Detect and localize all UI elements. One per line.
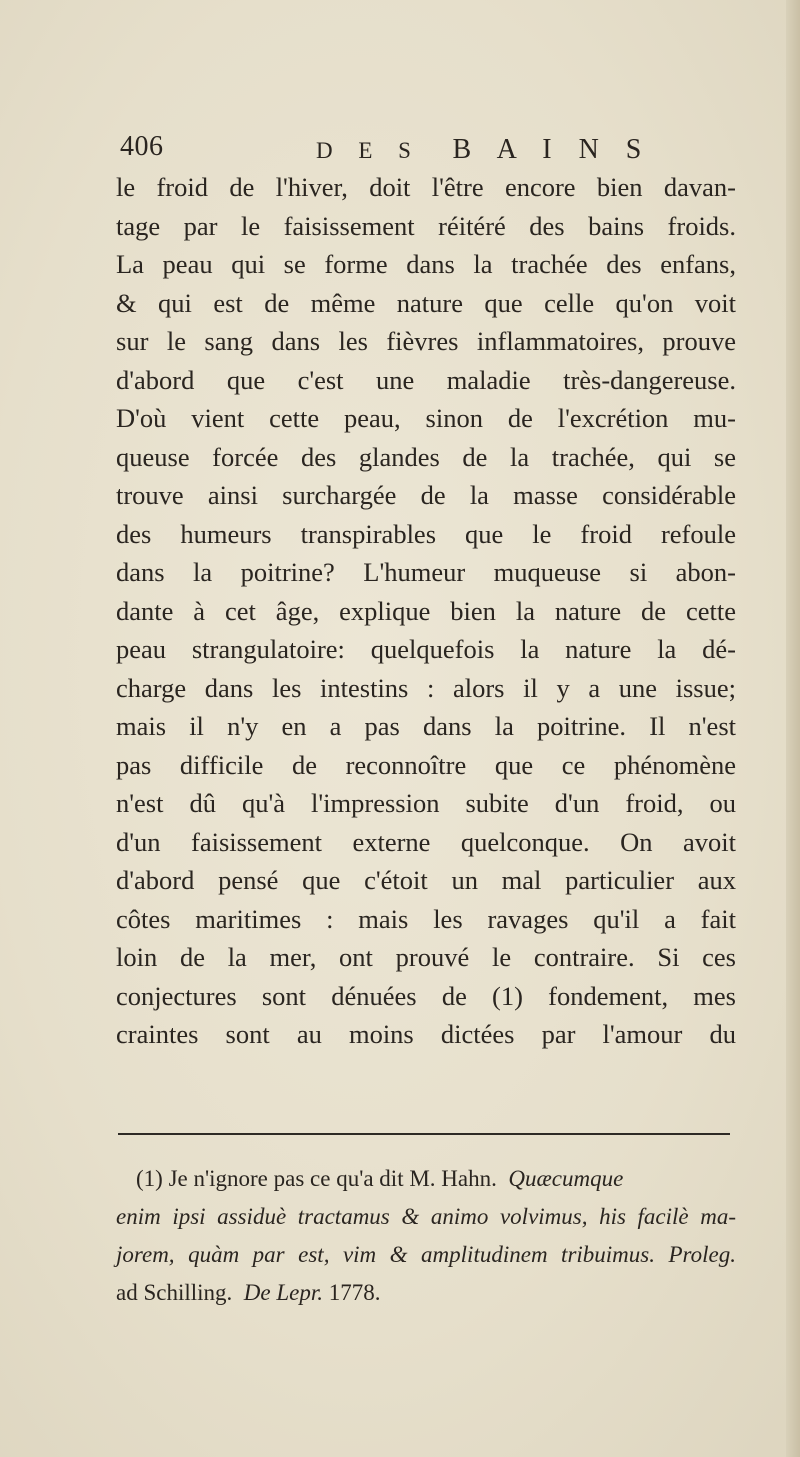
footnote-text: (1) Je n'ignore pas ce qu'a dit M. Hahn. — [136, 1166, 497, 1191]
text-line: n'est dû qu'à l'impression subite d'un froid, ou — [116, 788, 736, 818]
running-head — [316, 134, 651, 166]
footnote-year: 1778. — [328, 1280, 381, 1305]
text-line: dante à cet âge, explique bien la nature de cette — [116, 595, 736, 626]
footnote-reference: De Lepr. — [243, 1280, 324, 1305]
text-line: charge dans les intestins : alors il y a une issue; — [116, 672, 736, 703]
footnote-line: enim ipsi assiduè tractamus & animo volvimus, his facilè ma- — [116, 1204, 736, 1229]
running-head-first: D E S — [316, 138, 421, 163]
text-line: pas difficile de reconnoître que ce phénomène — [116, 749, 736, 780]
text-line: le froid de l'hiver, doit l'être encore bien davan- — [116, 172, 736, 202]
footnote — [116, 1160, 736, 1312]
text-line: D'où vient cette peau, sinon de l'excrétion mu- — [116, 403, 736, 433]
text-line: mais il n'y en a pas dans la poitrine. Il n'est — [116, 711, 736, 741]
text-line: queuse forcée des glandes de la trachée, qui se — [116, 441, 736, 472]
footnote-line — [116, 1274, 736, 1312]
text-line: trouve ainsi surchargée de la masse considérable — [116, 480, 736, 510]
text-line: d'abord pensé que c'étoit un mal particulier aux — [116, 865, 736, 895]
footnote-line: jorem, quàm par est, vim & amplitudinem tribuimus. Proleg. — [116, 1242, 736, 1267]
page-number: 406 — [120, 131, 164, 162]
text-line: peau strangulatoire: quelquefois la nature la dé- — [116, 634, 736, 664]
page-header — [120, 131, 740, 165]
page-edge — [786, 0, 800, 1457]
text-line: conjectures sont dénuées de (1) fondement, mes — [116, 980, 736, 1011]
footnote-quote: Quæcumque — [508, 1166, 624, 1191]
text-line: & qui est de même nature que celle qu'on voit — [116, 287, 736, 318]
body-text — [116, 168, 736, 1054]
footnote-rule — [118, 1133, 730, 1135]
running-head-second: B A I N S — [452, 134, 652, 165]
footnote-text: ad Schilling. — [116, 1280, 233, 1305]
footnote-line — [116, 1160, 736, 1198]
text-line: sur le sang dans les fièvres inflammatoires, prouve — [116, 326, 736, 356]
text-line: d'un faisissement externe quelconque. On avoit — [116, 826, 736, 857]
text-line: loin de la mer, ont prouvé le contraire. Si ces — [116, 942, 736, 972]
text-line: côtes maritimes : mais les ravages qu'il a fait — [116, 903, 736, 934]
text-line: dans la poitrine? L'humeur muqueuse si abon- — [116, 557, 736, 587]
text-line: La peau qui se forme dans la trachée des enfans, — [116, 249, 736, 279]
text-line: d'abord que c'est une maladie très-dangereuse. — [116, 364, 736, 395]
text-line: des humeurs transpirables que le froid refoule — [116, 518, 736, 549]
text-line: craintes sont au moins dictées par l'amour du — [116, 1019, 736, 1049]
text-line: tage par le faisissement réitéré des bains froids. — [116, 210, 736, 241]
